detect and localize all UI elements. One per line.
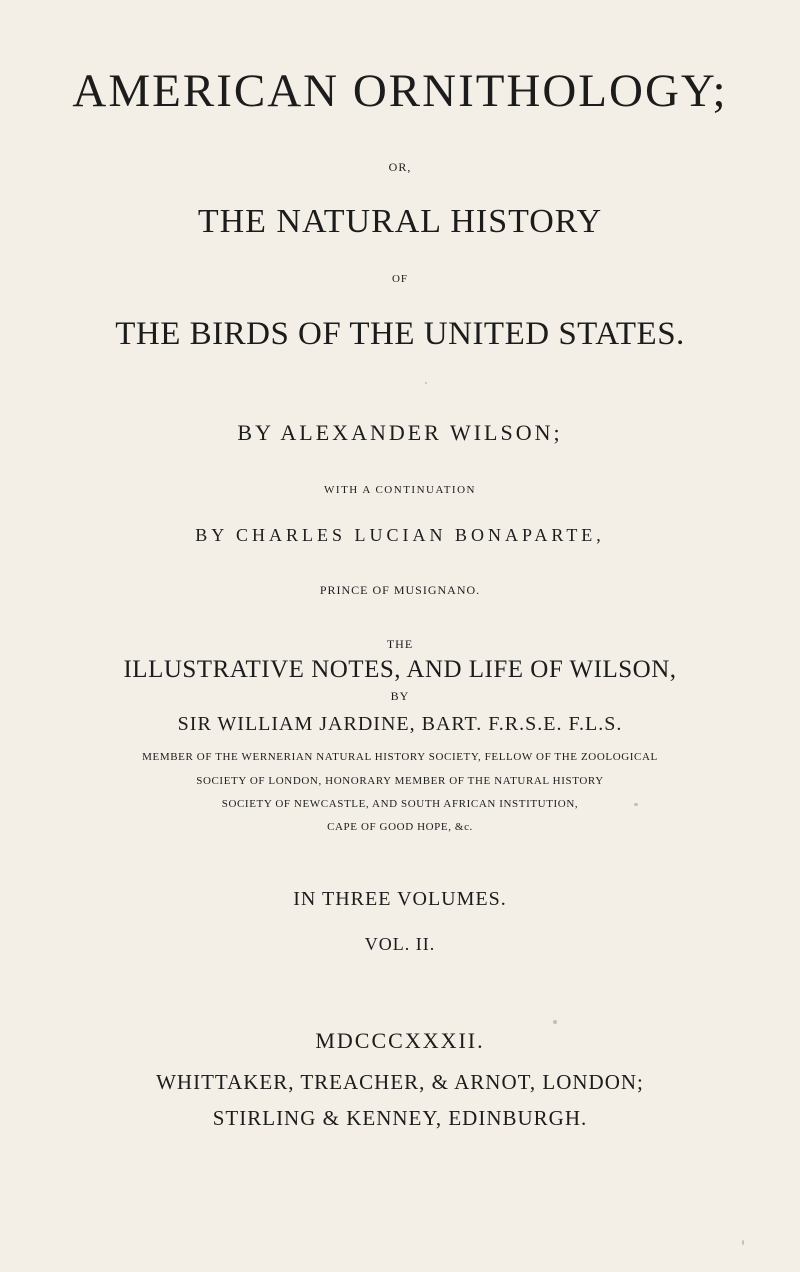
continuation-author: BY CHARLES LUCIAN BONAPARTE, bbox=[195, 525, 605, 545]
subtitle-birds: THE BIRDS OF THE UNITED STATES. bbox=[115, 316, 685, 352]
main-title: AMERICAN ORNITHOLOGY; bbox=[72, 65, 728, 117]
notes-by: BY bbox=[390, 689, 410, 703]
continuation-author-title: PRINCE OF MUSIGNANO. bbox=[319, 583, 481, 597]
publisher-edinburgh: STIRLING & KENNEY, EDINBURGH. bbox=[212, 1106, 588, 1130]
continuation-line: WITH A CONTINUATION bbox=[324, 484, 476, 496]
author-line: BY ALEXANDER WILSON; bbox=[237, 420, 563, 445]
paper-speck bbox=[425, 382, 427, 384]
paper-speck bbox=[634, 803, 638, 806]
subtitle-natural-history: THE NATURAL HISTORY bbox=[197, 203, 603, 240]
notes-author: SIR WILLIAM JARDINE, BART. F.R.S.E. F.L.S. bbox=[177, 713, 623, 735]
credentials-line: MEMBER OF THE WERNERIAN NATURAL HISTORY SOCIETY, FELLOW OF THE ZOOLOGICAL bbox=[142, 751, 658, 763]
volumes-text: IN THREE VOLUMES. bbox=[293, 888, 507, 910]
paper-speck bbox=[553, 1020, 557, 1024]
credentials-line: SOCIETY OF LONDON, HONORARY MEMBER OF THE NATURAL HISTORY bbox=[196, 775, 604, 787]
notes-title: ILLUSTRATIVE NOTES, AND LIFE OF WILSON, bbox=[123, 656, 677, 683]
credentials-line: CAPE OF GOOD HOPE, &c. bbox=[327, 821, 473, 833]
publication-date: MDCCCXXXII. bbox=[315, 1028, 485, 1053]
credentials-line: SOCIETY OF NEWCASTLE, AND SOUTH AFRICAN INSTITUTION, bbox=[221, 798, 579, 810]
volume-number: VOL. II. bbox=[364, 934, 436, 954]
of-text: OF bbox=[391, 273, 409, 285]
paper-speck bbox=[742, 1240, 744, 1245]
notes-intro: THE bbox=[386, 637, 414, 651]
or-text: OR, bbox=[388, 160, 412, 174]
publisher-london: WHITTAKER, TREACHER, & ARNOT, LONDON; bbox=[156, 1070, 644, 1094]
